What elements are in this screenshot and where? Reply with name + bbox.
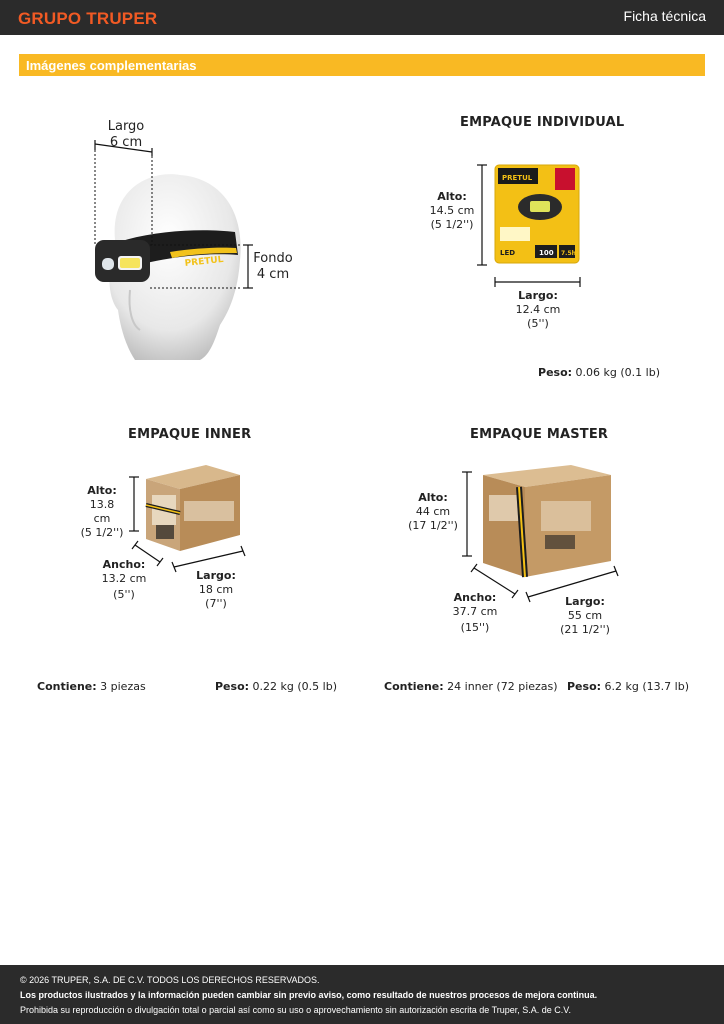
largo-cm: 12.4 cm [515, 303, 561, 316]
peso-value: 0.22 kg (0.5 lb) [252, 680, 337, 693]
footer-copyright: © 2026 TRUPER, S.A. DE C.V. TODOS LOS DERECHOS RESERVADOS. [20, 975, 320, 985]
document-type: Ficha técnica [623, 8, 706, 24]
peso-label: Peso: [538, 366, 573, 379]
svg-text:LED: LED [500, 249, 516, 257]
svg-text:PRETUL: PRETUL [502, 174, 533, 182]
largo-text: Largo: [565, 595, 605, 608]
ancho-cm: 13.2 cm [101, 572, 147, 585]
section-title: Imágenes complementarias [26, 58, 197, 73]
largo-cm: 18 cm [198, 583, 234, 596]
footer-prohibition: Prohibida su reproducción o divulgación total o parcial así como su uso o aprovechamiento sin autorización escrita de Truper, S.A. de C.V. [20, 1005, 571, 1015]
master-largo-label [560, 595, 610, 637]
largo-text: Largo [107, 119, 145, 134]
svg-text:100: 100 [539, 249, 554, 257]
brand-logo: GRUPO TRUPER [18, 9, 158, 28]
alto-cm: 14.5 cm [429, 204, 475, 217]
peso-value: 6.2 kg (13.7 lb) [604, 680, 689, 693]
alto-in: (5 1/2'') [430, 218, 474, 231]
contiene-value: 3 piezas [100, 680, 146, 693]
contiene-value: 24 inner (72 piezas) [447, 680, 558, 693]
largo-in: (7'') [205, 597, 227, 610]
alto-text: Alto: [437, 190, 467, 203]
empaque-master-title: EMPAQUE MASTER [470, 427, 609, 442]
ancho-text: Ancho: [453, 591, 497, 604]
master-peso [567, 680, 689, 694]
largo-in: (5'') [527, 317, 549, 330]
band-brand-text: PRETUL [184, 254, 224, 269]
peso-value: 0.06 kg (0.1 lb) [575, 366, 660, 379]
empaque-individual-title: EMPAQUE INDIVIDUAL [460, 115, 625, 130]
inner-contiene [37, 680, 146, 694]
svg-text:7.5h: 7.5h [561, 250, 576, 257]
peso-label: Peso: [215, 680, 250, 693]
alto-text: Alto: [418, 491, 448, 504]
footer-notice: Los productos ilustrados y la información pueden cambiar sin previo aviso, como resultado de nuestros procesos de mejora continua. [20, 990, 598, 1000]
master-contiene [384, 680, 558, 694]
largo-text: Largo: [518, 289, 558, 302]
fondo-text: Fondo [253, 251, 293, 266]
inner-peso [215, 680, 337, 694]
empaque-inner-title: EMPAQUE INNER [128, 427, 252, 442]
largo-cm: 55 cm [567, 609, 603, 622]
ancho-text: Ancho: [102, 558, 146, 571]
ancho-cm: 37.7 cm [452, 605, 498, 618]
ancho-in: (5'') [113, 588, 135, 601]
largo-in: (21 1/2'') [560, 623, 610, 636]
largo-text: Largo: [196, 569, 236, 582]
alto-cm: 44 cm [415, 505, 451, 518]
contiene-label: Contiene: [37, 680, 97, 693]
footer [0, 965, 724, 1024]
master-ancho-label [448, 591, 502, 635]
alto-cm: 13.8 cm [89, 498, 115, 525]
contiene-label: Contiene: [384, 680, 444, 693]
fondo-value: 4 cm [256, 267, 290, 282]
largo-value: 6 cm [109, 135, 143, 150]
master-alto-label [408, 491, 458, 533]
alto-in: (5 1/2'') [80, 526, 124, 539]
alto-in: (17 1/2'') [408, 519, 458, 532]
peso-label: Peso: [567, 680, 602, 693]
alto-text: Alto: [87, 484, 117, 497]
ancho-in: (15'') [460, 621, 490, 634]
